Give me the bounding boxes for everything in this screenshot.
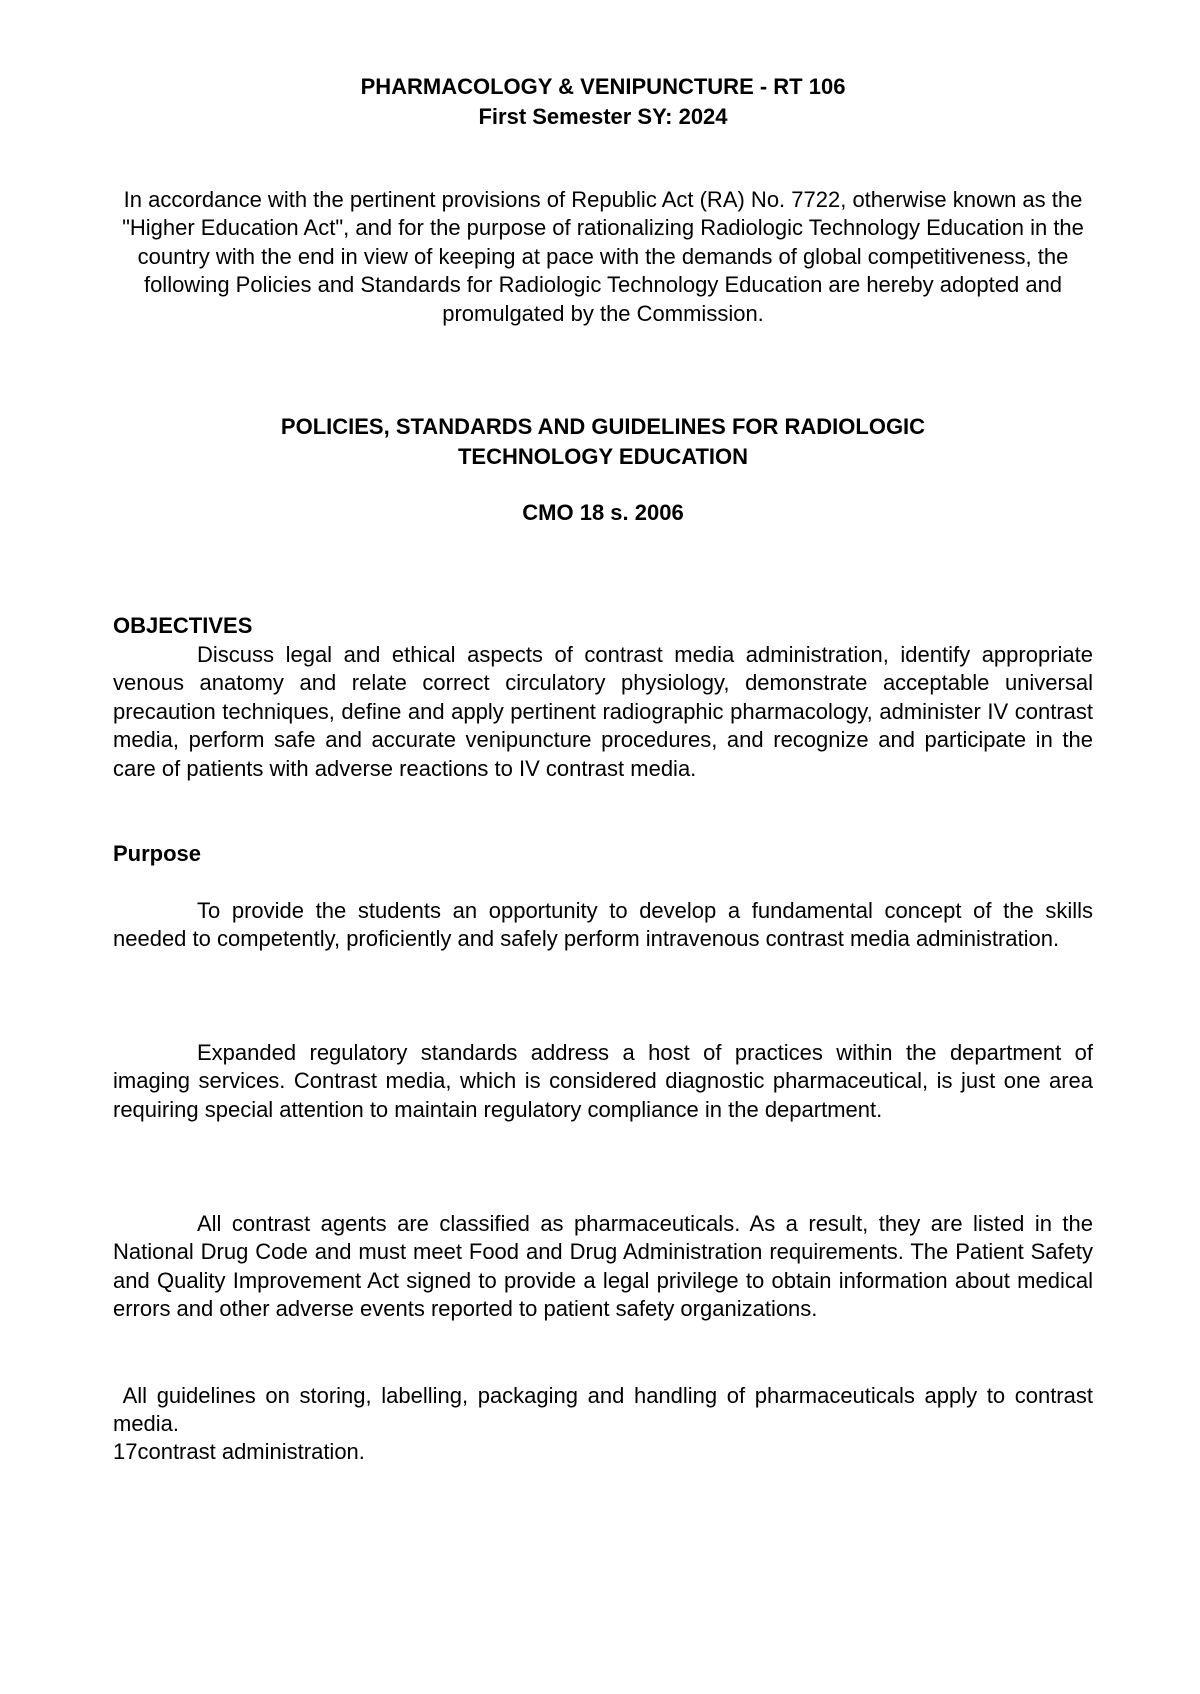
- purpose-paragraph-4: All guidelines on storing, labelling, packaging and handling of pharmaceuticals apply to contrast media.: [113, 1383, 1100, 1437]
- course-title: PHARMACOLOGY & VENIPUNCTURE - RT 106: [360, 74, 846, 99]
- course-title-block: [113, 72, 1093, 132]
- semester-label: First Semester SY: 2024: [478, 104, 728, 129]
- purpose-paragraph-3: All contrast agents are classified as pharmaceuticals. As a result, they are listed in the National Drug Code and must meet Food and Drug Administration requirements. The Patient Safety and Quality Improvement Act signed to provide a legal privilege to obtain information about medical errors and other adverse events reported to patient safety organizations.: [113, 1211, 1093, 1322]
- objectives-text: Discuss legal and ethical aspects of contrast media administration, identify appropriate venous anatomy and relate correct circulatory physiology, demonstrate acceptable universal precaution techniques, define and apply pertinent radiographic pharmacology, administer IV contrast media, perform safe and accurate venipuncture procedures, and recognize and participate in the care of patients with adverse reactions to IV contrast media.: [113, 642, 1093, 781]
- policies-title-line-1: POLICIES, STANDARDS AND GUIDELINES FOR RADIOLOGIC: [280, 414, 926, 439]
- purpose-paragraph-1: To provide the students an opportunity to develop a fundamental concept of the skills needed to competently, proficiently and safely perform intravenous contrast media administration.: [113, 898, 1093, 952]
- purpose-paragraph-2: Expanded regulatory standards address a host of practices within the department of imaging services. Contrast media, which is considered diagnostic pharmaceutical, is just one area requiring special attention to maintain regulatory compliance in the department.: [113, 1040, 1093, 1122]
- objectives-heading: OBJECTIVES: [113, 613, 253, 638]
- policies-title: [113, 412, 1093, 472]
- purpose-heading: Purpose: [113, 841, 202, 866]
- intro-paragraph: In accordance with the pertinent provisions of Republic Act (RA) No. 7722, otherwise known as the "Higher Education Act", and for the purpose of rationalizing Radiologic Technology Education in the country with the end in view of keeping at pace with the demands of global competitiveness, the following Policies and Standards for Radiologic Technology Education are hereby adopted and promulgated by the Commission.: [122, 187, 1084, 326]
- policies-title-line-2: TECHNOLOGY EDUCATION: [457, 444, 749, 469]
- trailing-line: 17contrast administration.: [113, 1439, 365, 1464]
- cmo-reference: CMO 18 s. 2006: [522, 500, 684, 525]
